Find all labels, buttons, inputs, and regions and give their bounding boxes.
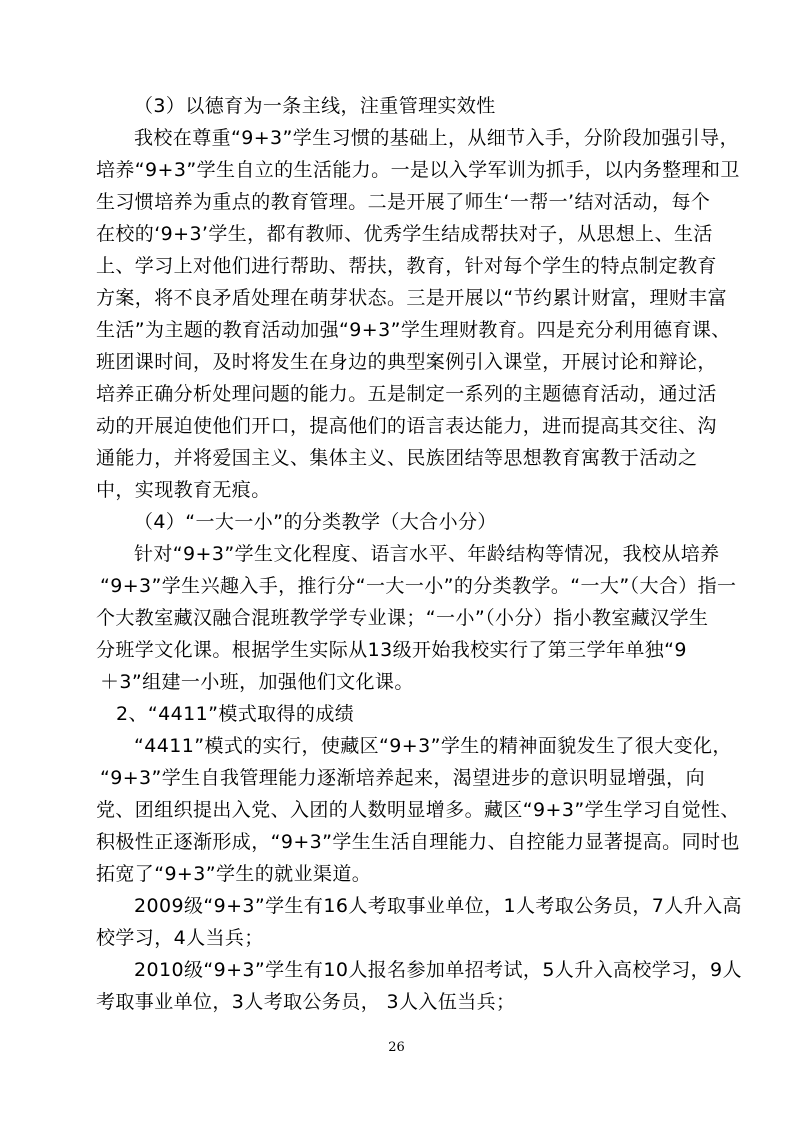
paragraph-line: 个大教室藏汉融合混班教学学专业课；“一小”（小分）指小教室藏汉学生 [96, 607, 709, 629]
section-heading-classified-teaching: （4）“一大一小”的分类教学（大合小分） [134, 511, 497, 533]
paragraph-line: 方案，将不良矛盾处理在萌芽状态。三是开展以“节约累计财富，理财丰富 [96, 287, 728, 309]
paragraph-line: 我校在尊重“9+3”学生习惯的基础上，从细节入手，分阶段加强引导， [134, 127, 739, 149]
paragraph-line: 在校的‘9+3’学生，都有教师、优秀学生结成帮扶对子，从思想上、生活 [96, 223, 713, 245]
paragraph-line: 上、学习上对他们进行帮助、帮扶，教育，针对每个学生的特点制定教育 [96, 255, 717, 277]
paragraph-line: 动的开展迫使他们开口，提高他们的语言表达能力，进而提高其交往、沟 [96, 415, 717, 437]
paragraph-line: 积极性正逐渐形成，“9+3”学生生活自理能力、自控能力显著提高。同时也 [96, 831, 740, 853]
paragraph-line: 针对“9+3”学生文化程度、语言水平、年龄结构等情况，我校从培养 [134, 543, 720, 565]
paragraph-line: 党、团组织提出入党、入团的人数明显增多。藏区“9+3”学生学习自觉性、 [96, 799, 740, 821]
paragraph-line: “4411”模式的实行，使藏区“9+3”学生的精神面貌发生了很大变化， [134, 735, 732, 757]
paragraph-line: 分班学文化课。根据学生实际从13级开始我校实行了第三学年单独“9 [96, 639, 687, 661]
paragraph-line: 2010级“9+3”学生有10人报名参加单招考试，5人升入高校学习，9人 [134, 959, 742, 981]
paragraph-line: 班团课时间，及时将发生在身边的典型案例引入课堂，开展讨论和辩论， [96, 351, 717, 373]
paragraph-line: 培养正确分析处理问题的能力。五是制定一系列的主题德育活动，通过活 [96, 383, 717, 405]
paragraph-line: 校学习，4人当兵； [96, 927, 264, 949]
paragraph-line: 拓宽了“9+3”学生的就业渠道。 [96, 863, 372, 885]
paragraph-line: 培养“9+3”学生自立的生活能力。一是以入学军训为抓手，以内务整理和卫 [96, 159, 740, 181]
paragraph-line: 中，实现教育无痕。 [96, 479, 271, 501]
section-heading-achievements: 2、“4411”模式取得的成绩 [116, 703, 355, 725]
paragraph-line: 通能力，并将爱国主义、集体主义、民族团结等思想教育寓教于活动之 [96, 447, 698, 469]
paragraph-line: “9+3”学生自我管理能力逐渐培养起来，渴望进步的意识明显增强，向 [100, 767, 705, 789]
page-number: 26 [388, 1040, 405, 1055]
paragraph-line: “9+3”学生兴趣入手，推行分“一大一小”的分类教学。“一大”（大合）指一 [100, 575, 737, 597]
paragraph-line: 考取事业单位，3人考取公务员， 3人入伍当兵； [96, 991, 516, 1013]
paragraph-line: 生活”为主题的教育活动加强“9+3”学生理财教育。四是充分利用德育课、 [96, 319, 731, 341]
paragraph-line: 2009级“9+3”学生有16人考取事业单位，1人考取公务员，7人升入高 [134, 895, 742, 917]
paragraph-line: ＋3”组建一小班，加强他们文化课。 [100, 671, 414, 693]
section-heading-moral-education: （3）以德育为一条主线，注重管理实效性 [134, 95, 496, 117]
paragraph-line: 生习惯培养为重点的教育管理。二是开展了师生‘一帮一’结对活动，每个 [96, 191, 711, 213]
